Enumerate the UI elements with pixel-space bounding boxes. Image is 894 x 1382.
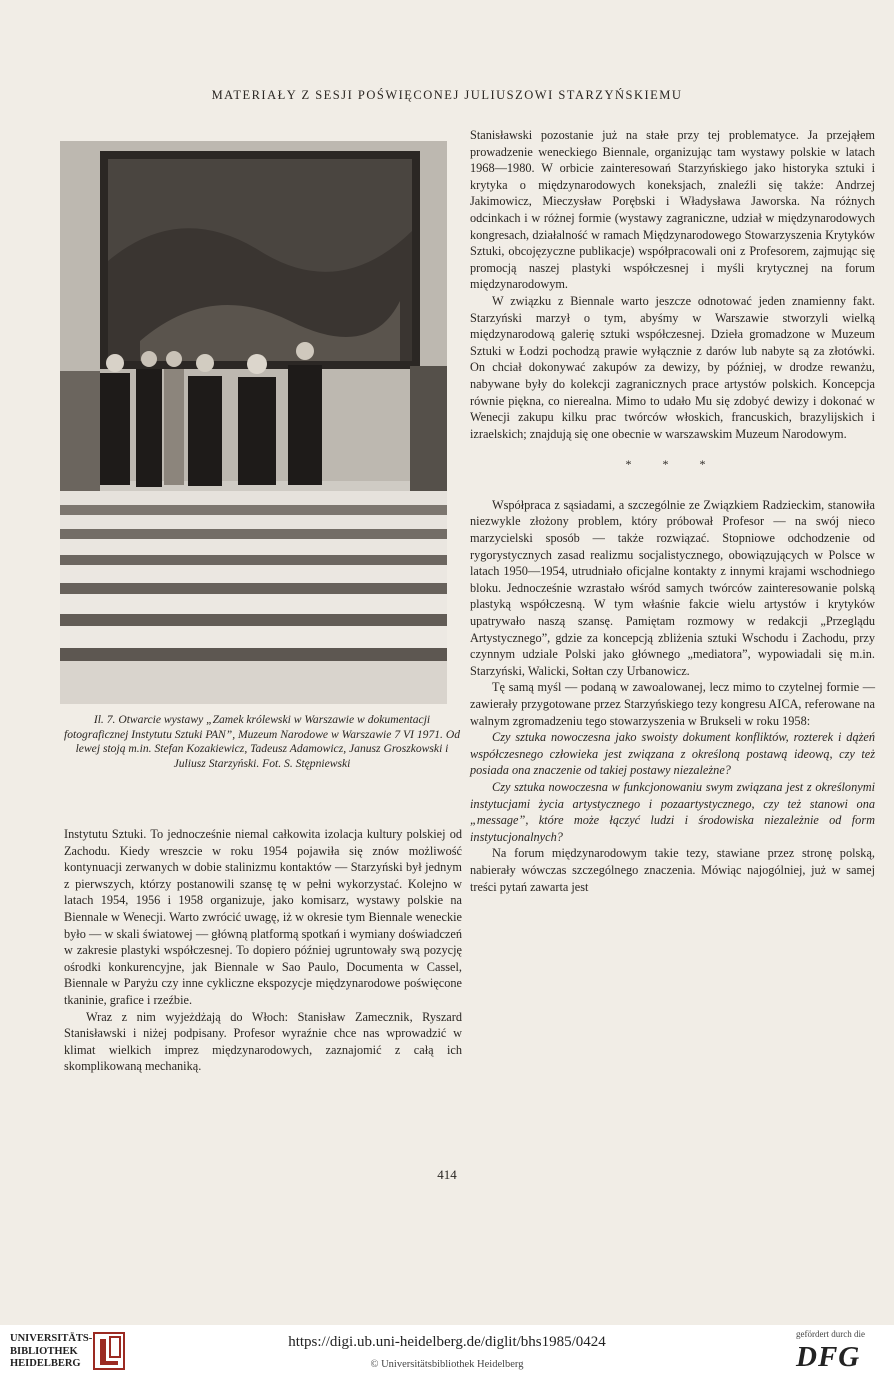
left-text-column: [64, 826, 462, 1075]
paragraph: Stanisławski pozostanie już na stałe przy tej problematyce. Ja przejąłem prowadzenie weneckiego Biennale, organizując tam wystawy polskie w latach 1968—1980. W orbicie zainteresowań Starzyńskiego jako historyka sztuki i krytyka o międzynarodowych koneksjach, znaleźli się także: Andrzej Jakimowicz, Mieczysław Porębski i Władysława Jaworska. Na różnych odcinkach i w różnej formie (wystawy zagraniczne, udział w międzynarodowych kongresach, działalność w ramach Międzynarodowego Stowarzyszenia Krytyków Sztuki, obcojęzyczne publikacje) współpracowali oni z Profesorem, zajmując się promocją naszej plastyki współczesnej i myśli krytycznej na forum międzynarodowym.: [470, 128, 875, 292]
exhibition-photo: [60, 141, 447, 704]
paragraph: W związku z Biennale warto jeszcze odnotować jeden znamienny fakt. Starzyński marzył o tym, abyśmy w Warszawie stworzyli wielką międzynarodową galerię sztuki współczesnej. Dzieła gromadzone w Muzeum Sztuki w Łodzi pochodzą prawie wyłącznie z darów lub nabyte są za złotówki. On chciał dokonywać zakupów za dewizy, by później, w drodze rewanżu, nabywane były do kolekcji zagranicznych prace artystów polskich. Koncepcja równie piękna, co nierealna. Mimo to udało Mu się zdobyć dewizy i dokonać w Wenecji zakupu kilku prac twórców włoskich, francuskich, brazylijskich i izraelskich; znajdują się one obecnie w warszawskim Muzeum Narodowym.: [470, 293, 875, 441]
logo-line: HEIDELBERG: [10, 1358, 81, 1369]
quote: Czy sztuka nowoczesna w funkcjonowaniu swym związana jest z określonymi instytucjami życia artystycznego i pozaartystycznego, czy też stanowi ona „message”, które może łączyć ludzi i środowiska niezależnie od form instytucjonalnych?: [470, 779, 875, 844]
page-number: 414: [437, 1167, 457, 1182]
permalink[interactable]: https://digi.ub.uni-heidelberg.de/diglit/bhs1985/0424: [288, 1334, 606, 1350]
photo-caption: Il. 7. Otwarcie wystawy „Zamek królewski w Warszawie w dokumentacji fotograficznej Instytutu Sztuki PAN”, Muzeum Narodowe w Warszawie 7 VI 1971. Od lewej stoją m.in. Stefan Kozakiewicz, Tadeusz Adamowicz, Janusz Groszkowski i Juliusz Starzyński. Fot. S. Stępniewski: [64, 713, 461, 770]
right-text-column: [470, 127, 875, 895]
copyright-notice: © Universitätsbibliothek Heidelberg: [370, 1359, 524, 1370]
logo-line: UNIVERSITÄTS-: [10, 1333, 93, 1344]
paragraph: Tę samą myśl — podaną w zawoalowanej, lecz mimo to czytelnej formie — zawierały przygotowane przez Starzyńskiego tezy kongresu AICA, referowane na walnym zgromadzeniu tego stowarzyszenia w Brukseli w roku 1958:: [470, 680, 875, 728]
paragraph: Współpraca z sąsiadami, a szczególnie ze Związkiem Radzieckim, stanowiła niezwykle złożony problem, który próbował Profesor — na swój nieco marzycielski sposób — także rozwiązać. Stopniowe odchodzenie od rygorystycznych zasad realizmu socjalistycznego, obowiązujących w Polsce w latach 1950—1954, utrudniało oficjalne kontakty z innymi krajami wschodniego bloku. Jednocześnie wzrastało wśród samych twórców zainteresowanie polską plastyką współczesną. W tym właśnie fakcie wielu artystów i krytyków upatrywało naszą szansę. Pamiętam rozmowy w redakcji „Przeglądu Artystycznego”, gdzie za koncepcją zbliżenia sztuki Wschodu i Zachodu, przy czynnym udziale Polski jako głównego „mediatora”, wypowiadali się m.in. Starzyński, Walicki, Sołtan czy Urbanowicz.: [470, 497, 875, 678]
quote: Czy sztuka nowoczesna jako swoisty dokument konfliktów, rozterek i dążeń współczesnego człowieka jest związana z określoną postawą ideową, czy też posiada ona znaczenie od takiej postawy niezależne?: [470, 730, 875, 778]
logo-line: BIBLIOTHEK: [10, 1345, 78, 1357]
funded-by-label: gefördert durch die: [796, 1329, 865, 1339]
dfg-logo: DFG: [796, 1341, 861, 1373]
section-separator: * * *: [625, 457, 720, 472]
paragraph: Instytutu Sztuki. To jednocześnie niemal całkowita izolacja kultury polskiej od Zachodu. Kiedy wreszcie w roku 1954 pojawiła się znów możliwość kontynuacji zerwanych w dobie stalinizmu kontaktów — Starzyński był jednym z pierwszych, którzy postanowili szansę tę w pełni wykorzystać. Kolejno w latach 1954, 1956 i 1958 organizuje, jako komisarz, wystawy polskie na Biennale w Wenecji. Warto zwrócić uwagę, iż w okresie tym Biennale weneckie było — w skali światowej — główną platformą spotkań i wymiany doświadczeń w zakresie plastyki współczesnej. To dopiero później ugruntowały swą pozycję ośrodki konkurencyjne, jak Biennale w Sao Paulo, Documenta w Cassel, Biennale w Paryżu czy inne cykliczne ekspozycje międzynarodowe poświęcone tkaninie, grafice i rzeźbie.: [64, 827, 462, 1007]
paragraph: Wraz z nim wyjeżdżają do Włoch: Stanisław Zamecznik, Ryszard Stanisławski i niżej podpisany. Profesor wyraźnie chce nas wprowadzić w klimat wielkich imprez międzynarodowych, zaznajomić z całą ich skomplikowaną mechaniką.: [64, 1009, 462, 1074]
running-head: MATERIAŁY Z SESJI POŚWIĘCONEJ JULIUSZOWI STARZYŃSKIEMU: [211, 88, 683, 102]
paragraph: Na forum międzynarodowym takie tezy, stawiane przez stronę polską, nabierały wówczas szczególnego znaczenia. Mówiąc najogólniej, już w samej treści pytań zawarta jest: [470, 846, 875, 894]
